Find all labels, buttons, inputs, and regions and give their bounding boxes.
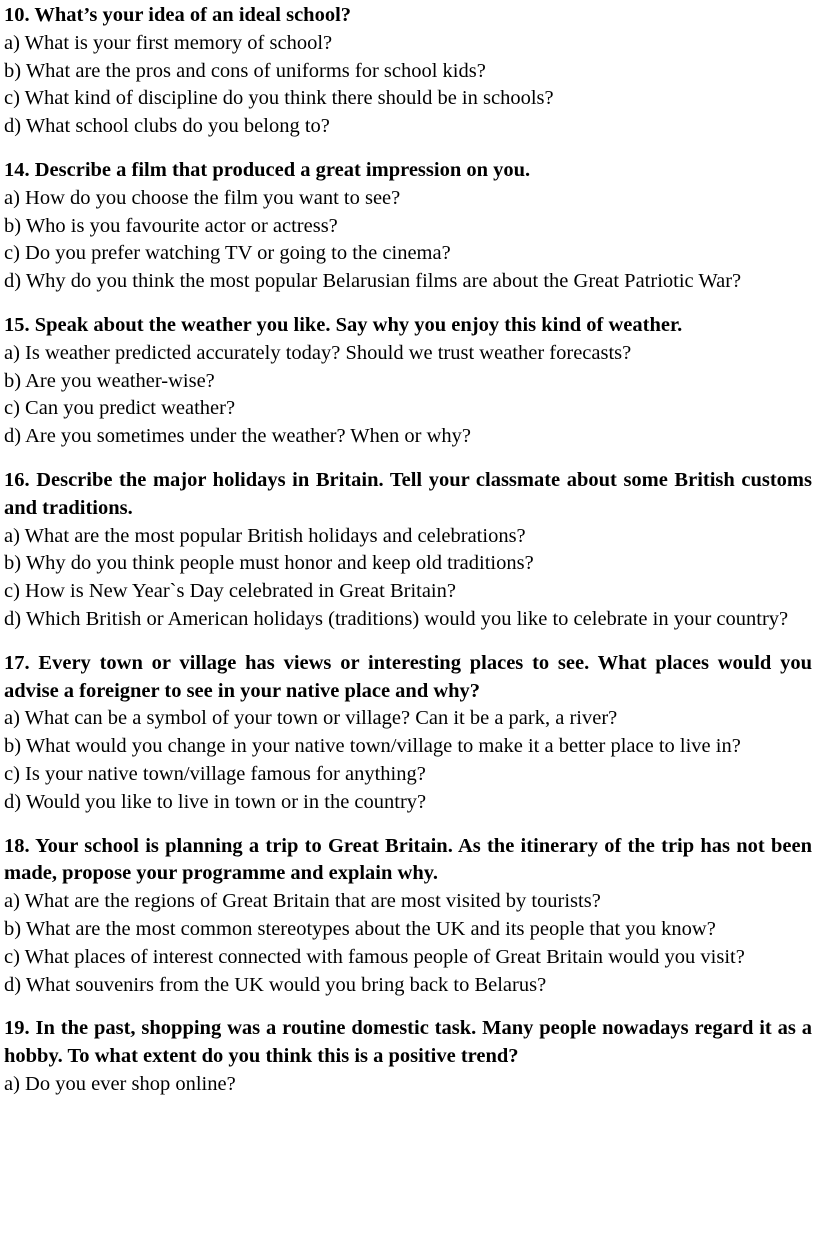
question-item: d) Which British or American holidays (traditions) would you like to celebrate in your country? xyxy=(4,607,789,630)
section-heading: 14. Describe a film that produced a great impression on you. xyxy=(4,158,531,181)
section-15 xyxy=(4,312,812,451)
question-item: b) What are the most common stereotypes about the UK and its people that you know? xyxy=(4,917,716,940)
question-item: c) Is your native town/village famous for anything? xyxy=(4,762,426,785)
question-item: a) What are the regions of Great Britain that are most visited by tourists? xyxy=(4,890,601,913)
section-10 xyxy=(4,2,812,141)
question-item: d) What souvenirs from the UK would you bring back to Belarus? xyxy=(4,973,547,996)
section-heading: 18. Your school is planning a trip to Great Britain. As the itinerary of the trip has not been made, propose your programme and explain why. xyxy=(4,834,812,885)
question-item: d) Are you sometimes under the weather? When or why? xyxy=(4,425,471,448)
question-item: b) Are you weather-wise? xyxy=(4,369,215,392)
question-item: b) Who is you favourite actor or actress? xyxy=(4,214,338,237)
question-item: c) How is New Year`s Day celebrated in Great Britain? xyxy=(4,580,456,603)
question-item: c) Do you prefer watching TV or going to the cinema? xyxy=(4,242,451,265)
question-item: d) Would you like to live in town or in the country? xyxy=(4,790,427,813)
section-heading: 17. Every town or village has views or interesting places to see. What places would you advise a foreigner to see in your native place and why? xyxy=(4,651,812,702)
question-item: d) Why do you think the most popular Belarusian films are about the Great Patriotic War? xyxy=(4,270,742,293)
section-18 xyxy=(4,833,812,1000)
section-19 xyxy=(4,1015,812,1098)
question-item: c) Can you predict weather? xyxy=(4,397,236,420)
section-heading: 16. Describe the major holidays in Britain. Tell your classmate about some British customs and traditions. xyxy=(4,468,812,519)
question-item: a) Is weather predicted accurately today? Should we trust weather forecasts? xyxy=(4,341,632,364)
question-item: b) What would you change in your native town/village to make it a better place to live in? xyxy=(4,735,741,758)
question-item: a) What is your first memory of school? xyxy=(4,31,333,54)
section-14 xyxy=(4,157,812,296)
section-heading: 15. Speak about the weather you like. Say why you enjoy this kind of weather. xyxy=(4,313,683,336)
question-item: b) What are the pros and cons of uniforms for school kids? xyxy=(4,59,486,82)
section-heading: 10. What’s your idea of an ideal school? xyxy=(4,4,352,26)
question-item: b) Why do you think people must honor and keep old traditions? xyxy=(4,552,534,575)
section-heading: 19. In the past, shopping was a routine domestic task. Many people nowadays regard it as a hobby. To what extent do you think this is a positive trend? xyxy=(4,1017,812,1068)
section-16 xyxy=(4,467,812,634)
question-item: c) What places of interest connected with famous people of Great Britain would you visit? xyxy=(4,945,745,968)
question-item: a) What can be a symbol of your town or village? Can it be a park, a river? xyxy=(4,707,618,730)
question-item: a) Do you ever shop online? xyxy=(4,1072,236,1095)
question-item: d) What school clubs do you belong to? xyxy=(4,115,330,138)
question-item: a) How do you choose the film you want to see? xyxy=(4,186,401,209)
question-item: c) What kind of discipline do you think there should be in schools? xyxy=(4,87,554,110)
document-page xyxy=(4,2,812,1115)
section-17 xyxy=(4,650,812,817)
question-item: a) What are the most popular British holidays and celebrations? xyxy=(4,524,526,547)
